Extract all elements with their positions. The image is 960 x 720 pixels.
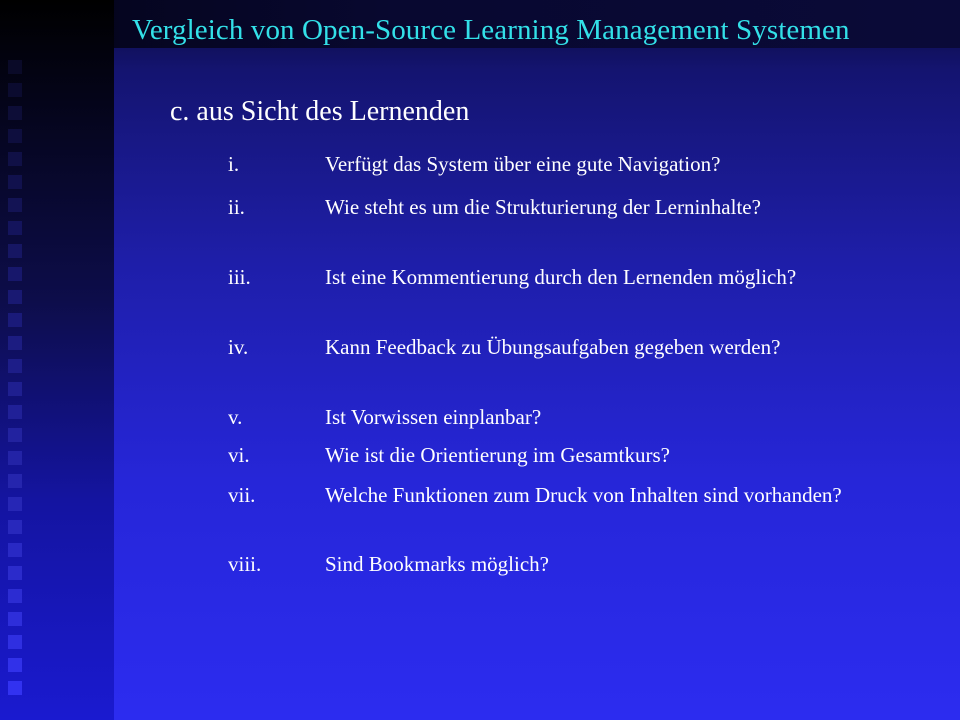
- list-item-number: viii.: [228, 552, 262, 576]
- decorative-square: [8, 83, 22, 97]
- decorative-square: [8, 336, 22, 350]
- decorative-square: [8, 152, 22, 166]
- decorative-square: [8, 221, 22, 235]
- decorative-square: [8, 589, 22, 603]
- list-item-number: vi.: [228, 443, 250, 467]
- decorative-square: [8, 313, 22, 327]
- decorative-square: [8, 658, 22, 672]
- slide-title: Vergleich von Open-Source Learning Management Systemen: [132, 14, 850, 46]
- decorative-square: [8, 405, 22, 419]
- decorative-square: [8, 681, 22, 695]
- decorative-square: [8, 566, 22, 580]
- decorative-square: [8, 359, 22, 373]
- decorative-square: [8, 543, 22, 557]
- list-item-number: ii.: [228, 195, 245, 219]
- decorative-squares: [0, 60, 30, 720]
- list-item-text: Wie steht es um die Strukturierung der Lerninhalte?: [325, 195, 761, 219]
- decorative-square: [8, 290, 22, 304]
- list-item-number: iv.: [228, 335, 249, 359]
- list-item-number: i.: [228, 152, 240, 176]
- decorative-square: [8, 198, 22, 212]
- decorative-square: [8, 428, 22, 442]
- list-item-text: Ist eine Kommentierung durch den Lernenden möglich?: [325, 265, 797, 289]
- decorative-square: [8, 382, 22, 396]
- decorative-square: [8, 267, 22, 281]
- decorative-square: [8, 497, 22, 511]
- list-item-text: Wie ist die Orientierung im Gesamtkurs?: [325, 443, 670, 467]
- decorative-square: [8, 520, 22, 534]
- list-item-text: Kann Feedback zu Übungsaufgaben gegeben werden?: [325, 335, 781, 359]
- left-decorative-strip: [0, 0, 114, 720]
- decorative-square: [8, 451, 22, 465]
- decorative-square: [8, 612, 22, 626]
- section-heading: c. aus Sicht des Lernenden: [170, 96, 470, 127]
- list-item-text: Welche Funktionen zum Druck von Inhalten sind vorhanden?: [325, 483, 842, 507]
- decorative-square: [8, 175, 22, 189]
- decorative-square: [8, 60, 22, 74]
- decorative-square: [8, 635, 22, 649]
- list-item-number: vii.: [228, 483, 256, 507]
- list-item-number: v.: [228, 405, 243, 429]
- list-item-text: Verfügt das System über eine gute Navigation?: [325, 152, 721, 176]
- decorative-square: [8, 106, 22, 120]
- decorative-square: [8, 474, 22, 488]
- list-item-text: Ist Vorwissen einplanbar?: [325, 405, 542, 429]
- decorative-square: [8, 244, 22, 258]
- list-item-text: Sind Bookmarks möglich?: [325, 552, 549, 576]
- decorative-square: [8, 129, 22, 143]
- list-item-number: iii.: [228, 265, 251, 289]
